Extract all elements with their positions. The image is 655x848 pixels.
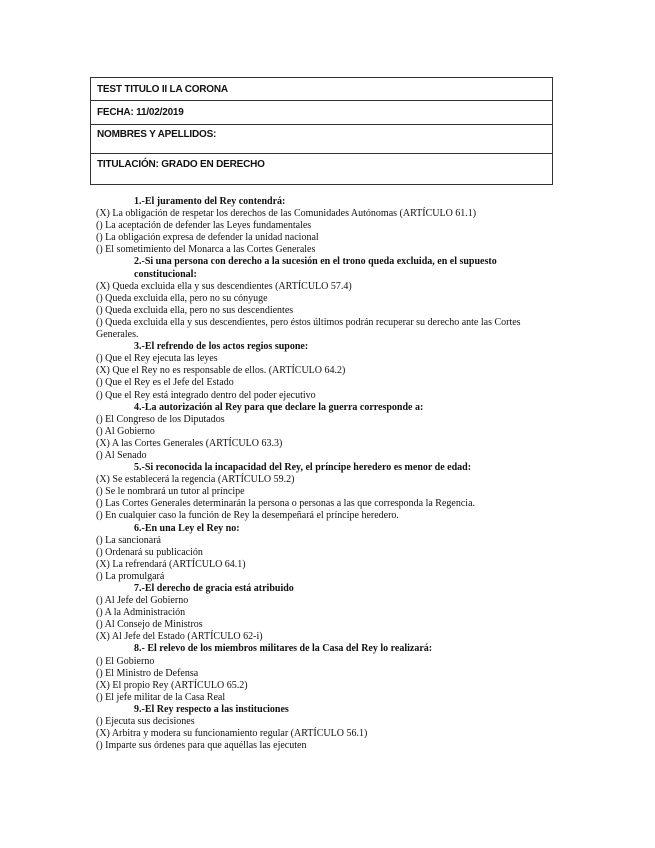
answer-option: () La aceptación de defender las Leyes fundamentales — [96, 220, 312, 232]
answer-option: () La sancionará — [96, 534, 161, 546]
answer-option: () El Ministro de Defensa — [96, 667, 199, 679]
question-3 — [96, 341, 558, 401]
names-field: NOMBRES Y APELLIDOS: — [91, 125, 553, 154]
answer-option: () Al Consejo de Ministros — [96, 619, 203, 631]
answer-option: () A la Administración — [96, 607, 186, 619]
answer-option: () Queda excluida ella, pero no sus descendientes — [96, 304, 294, 316]
answer-option: (X) El propio Rey (ARTÍCULO 65.2) — [96, 679, 248, 691]
answer-option: () Se le nombrará un tutor al príncipe — [96, 486, 245, 498]
answer-option: (X) Queda excluida ella y sus descendientes (ARTÍCULO 57.4) — [96, 280, 352, 292]
answer-option: () Al Senado — [96, 449, 147, 461]
answer-option: () El Congreso de los Diputados — [96, 413, 225, 425]
question-title: 8.- El relevo de los miembros militares de la Casa del Rey lo realizará: — [134, 643, 433, 655]
answer-option: (X) La obligación de respetar los derechos de las Comunidades Autónomas (ARTÍCULO 61.1) — [96, 208, 477, 220]
answer-option: (X) Al Jefe del Estado (ARTÍCULO 62-i) — [96, 631, 263, 643]
answer-option: () Que el Rey ejecuta las leyes — [96, 353, 218, 365]
question-title: 5.-Si reconocida la incapacidad del Rey, el príncipe heredero es menor de edad: — [134, 462, 472, 474]
answer-option: (X) A las Cortes Generales (ARTÍCULO 63.3) — [96, 437, 283, 449]
answer-option: () El jefe militar de la Casa Real — [96, 691, 226, 703]
answer-option: () Al Gobierno — [96, 425, 155, 437]
test-title: TEST TITULO II LA CORONA — [91, 78, 553, 101]
answer-option: () Que el Rey es el Jefe del Estado — [96, 377, 234, 389]
answer-option: (X) Se establecerá la regencia (ARTÍCULO 59.2) — [96, 474, 295, 486]
answer-option: () En cualquier caso la función de Rey la desempeñará el príncipe heredero. — [96, 510, 399, 522]
question-title: 1.-El juramento del Rey contendrá: — [134, 196, 286, 207]
question-1 — [96, 196, 558, 256]
answer-option: () El Gobierno — [96, 655, 155, 667]
question-4 — [96, 402, 558, 462]
answer-option: () Al Jefe del Gobierno — [96, 595, 189, 607]
question-title: 9.-El Rey respecto a las instituciones — [134, 703, 289, 715]
answer-option: () Que el Rey está integrado dentro del poder ejecutivo — [96, 389, 316, 401]
answer-option: () La promulgará — [96, 570, 165, 582]
question-title: 3.-El refrendo de los actos regios supone: — [134, 341, 309, 353]
question-7 — [96, 583, 558, 643]
degree-field: TITULACIÓN: GRADO EN DERECHO — [91, 154, 553, 185]
answer-option: () Ordenará su publicación — [96, 546, 203, 558]
question-5 — [96, 462, 558, 522]
question-6 — [96, 523, 558, 583]
answer-option: () Imparte sus órdenes para que aquéllas las ejecuten — [96, 740, 307, 752]
answer-option: (X) La refrendará (ARTÍCULO 64.1) — [96, 558, 246, 570]
question-9 — [96, 704, 558, 752]
answer-option: (X) Arbitra y modera su funcionamiento regular (ARTÍCULO 56.1) — [96, 728, 368, 740]
answer-option: () Ejecuta sus decisiones — [96, 716, 195, 728]
answer-option: (X) Que el Rey no es responsable de ellos. (ARTÍCULO 64.2) — [96, 365, 346, 377]
answer-option: () Las Cortes Generales determinarán la persona o personas a las que corresponda la Regencia. — [96, 498, 476, 510]
question-title: 6.-En una Ley el Rey no: — [134, 522, 240, 534]
answer-option: () El sometimiento del Monarca a las Cortes Generales — [96, 244, 316, 256]
question-title: 4.-La autorización al Rey para que declare la guerra corresponde a: — [134, 401, 424, 413]
question-2 — [96, 256, 558, 341]
question-title: 2.-Si una persona con derecho a la sucesión en el trono queda excluida, en el supuesto constitucional: — [134, 256, 497, 280]
question-title: 7.-El derecho de gracia está atribuido — [134, 583, 294, 594]
questions-list — [96, 196, 558, 752]
header-table — [90, 77, 553, 185]
answer-option: () Queda excluida ella, pero no su cónyuge — [96, 292, 268, 304]
answer-option: () Queda excluida ella y sus descendientes, pero éstos últimos podrán recuperar su derecho ante las Cortes Generales. — [96, 316, 521, 341]
answer-option: () La obligación expresa de defender la unidad nacional — [96, 232, 319, 244]
question-8 — [96, 643, 558, 703]
test-date: FECHA: 11/02/2019 — [91, 101, 553, 125]
